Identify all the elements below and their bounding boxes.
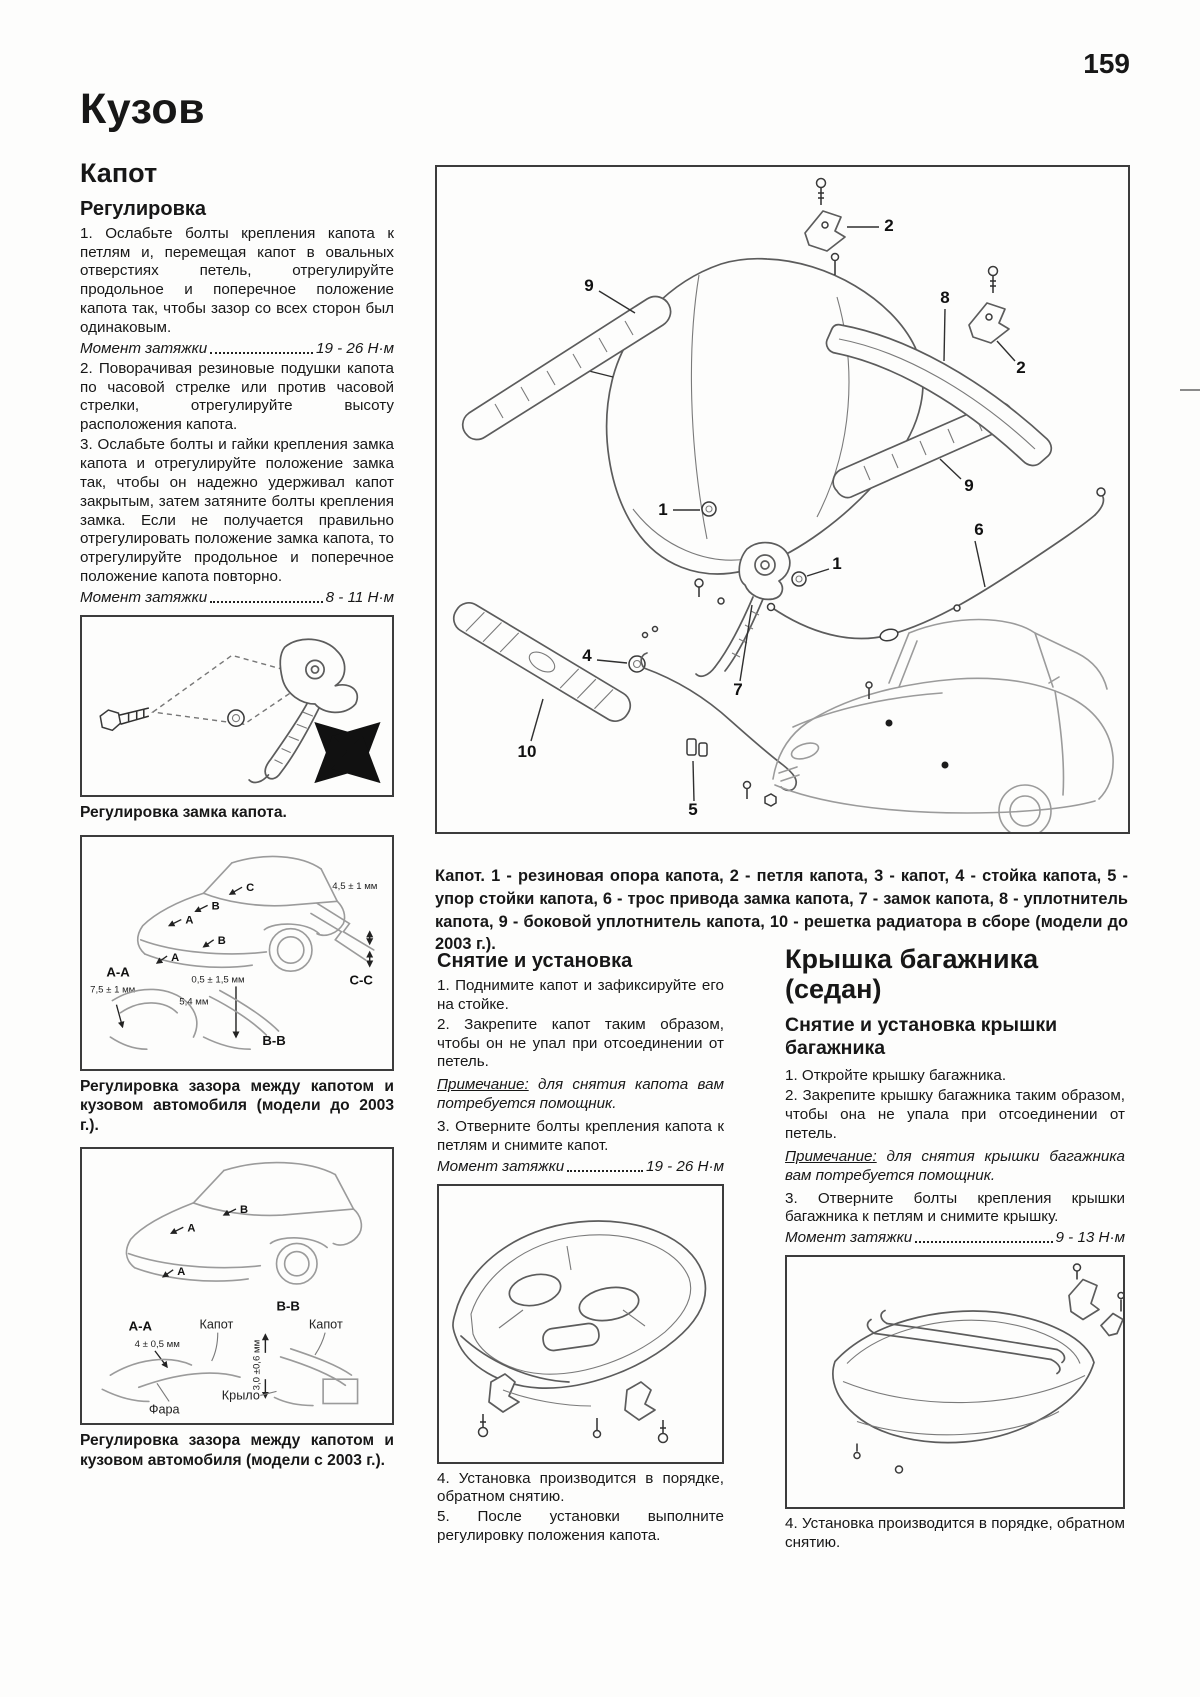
figure-caption-hood-exploded: Капот. 1 - резиновая опора капота, 2 - петля капота, 3 - капот, 4 - стойка капота, 5 - упор стойки капота, 6 - трос привода замка капота, 7 - замок капота, 8 - уплотнитель капота, 9 - боковой уплотнитель капота, 10 - решетка радиатора в сборе (модели до 2003 г.). [435, 867, 1128, 954]
chapter-title: Кузов [80, 85, 206, 133]
hood-lock-drawing [82, 617, 392, 795]
label-fender: Крыло [221, 1388, 260, 1403]
callout-10: 10 [517, 742, 537, 761]
trunk-lid-drawing [787, 1257, 1123, 1507]
pointer-a: A [185, 914, 194, 927]
callout-2: 2 [884, 216, 894, 235]
removal-step-5: 5. После установки выполните регулировку положения капота. [437, 1508, 724, 1545]
dim-b1: 0,5 ± 1,5 мм [191, 973, 245, 985]
page-number: 159 [1083, 48, 1130, 79]
callout-5: 5 [688, 800, 698, 819]
adjust-step-1: 1. Ослабьте болты крепления капота к петлям и, перемещая капот в овальных отверстиях петель, отрегулируйте продольное и поперечное положение капота так, чтобы зазор со всех сторон был одинаковым. [80, 224, 394, 336]
callout-4: 4 [582, 646, 592, 665]
section-aa: A-A [106, 963, 130, 979]
pointer-a: A [187, 1222, 196, 1235]
figure-gap-adjustment-2003 [80, 1147, 394, 1425]
removal-heading: Снятие и установка [437, 950, 633, 972]
trunk-heading: Крышка багажника (седан) [785, 944, 1039, 1005]
callout-8: 8 [940, 288, 950, 307]
callout-2b: 2 [1016, 358, 1026, 377]
callout-6: 6 [974, 520, 984, 539]
gap-2003-drawing [82, 1149, 392, 1423]
section-cc: C-C [349, 971, 373, 987]
trunk-subheading: Снятие и установка крышки багажника [785, 1014, 1058, 1060]
trunk-step-2: 2. Закрепите крышку багажника таким образом, чтобы она не упала при отсоединении от петель. [785, 1087, 1125, 1142]
dim-a: 4 ± 0,5 мм [134, 1339, 180, 1351]
trunk-torque: Момент затяжки 9 - 13 Н·м [785, 1229, 1125, 1247]
pointer-c: C [246, 881, 255, 894]
pointer-a2: A [177, 1266, 186, 1279]
figure-caption-gap-2003: Регулировка зазора между капотом и кузовом автомобиля (модели с 2003 г.). [80, 1432, 394, 1470]
label-hood: Капот [199, 1317, 234, 1332]
figure-trunk-lid [785, 1255, 1125, 1509]
hood-removal-drawing [439, 1186, 722, 1458]
callout-9b: 9 [964, 476, 974, 495]
figure-gap-adjustment-pre2003 [80, 835, 394, 1071]
left-column [80, 85, 394, 1483]
removal-step-2: 2. Закрепите капот таким образом, чтобы он не упал при отсоединении от петель. [437, 1015, 724, 1071]
hood-exploded-drawing [437, 167, 1128, 832]
callout-1b: 1 [832, 554, 842, 573]
gap-pre2003-drawing [82, 837, 392, 1069]
pointer-a2: A [171, 951, 180, 964]
right-column [785, 944, 1125, 1553]
dotted-leader [567, 1170, 643, 1172]
edge-mark [1180, 389, 1200, 391]
torque-line-1: Момент затяжки 19 - 26 Н·м [80, 339, 394, 357]
removal-note: Примечание: для снятия капота вам потребуется помощник. [437, 1076, 724, 1113]
dim-cc: 4,5 ± 1 мм [332, 880, 378, 892]
removal-torque: Момент затяжки 19 - 26 Н·м [437, 1157, 724, 1175]
adjust-step-3: 3. Ослабьте болты и гайки крепления замка капота и отрегулируйте положение замка так, чтобы он надежно удерживал капот закрытым, затем затяните болты крепления замка. Если не получается правильно отрегулировать положение замка капота, то отрегулируйте продольное и поперечное положение капота повторно. [80, 436, 394, 586]
figure-caption-hood-lock: Регулировка замка капота. [80, 803, 287, 821]
removal-step-4: 4. Установка производится в порядке, обратном снятию. [437, 1469, 724, 1506]
dim-aa: 7,5 ± 1 мм [90, 984, 136, 996]
torque-line-2: Момент затяжки 8 - 11 Н·м [80, 588, 394, 606]
trunk-step-4: 4. Установка производится в порядке, обратном снятию. [785, 1515, 1125, 1552]
hood-heading: Капот [80, 158, 158, 188]
figure-hood-exploded [435, 165, 1130, 834]
figure-caption-gap-pre2003: Регулировка зазора между капотом и кузовом автомобиля (модели до 2003 г.). [80, 1077, 394, 1134]
pointer-b2: B [217, 934, 226, 947]
callout-9: 9 [584, 276, 594, 295]
removal-step-3: 3. Отверните болты крепления капота к петлям и снимите капот. [437, 1117, 724, 1154]
dotted-leader [210, 601, 322, 603]
middle-column [437, 950, 724, 1546]
pointer-b: B [240, 1204, 249, 1217]
callout-7: 7 [733, 680, 743, 699]
figure-hood-removal [437, 1184, 724, 1464]
label-headlight: Фара [148, 1403, 180, 1418]
dotted-leader [915, 1241, 1052, 1243]
section-bb: B-B [276, 1298, 300, 1314]
callout-1: 1 [658, 500, 668, 519]
trunk-step-3: 3. Отверните болты крепления крышки багажника к петлям и снимите крышку. [785, 1189, 1125, 1226]
section-bb: B-B [262, 1032, 286, 1048]
label-hood-2: Капот [308, 1317, 343, 1332]
pointer-b: B [211, 899, 220, 912]
trunk-step-1: 1. Откройте крышку багажника. [785, 1067, 1007, 1085]
figure-hood-lock-adjustment [80, 615, 394, 797]
adjust-step-2: 2. Поворачивая резиновые подушки капота по часовой стрелке или против часовой стрелки, отрегулируйте высоту расположения капота. [80, 359, 394, 434]
section-aa: A-A [128, 1319, 152, 1335]
dim-b2: 5,4 мм [179, 996, 209, 1008]
dotted-leader [210, 352, 313, 354]
trunk-note: Примечание: для снятия крышки багажника вам потребуется помощник. [785, 1147, 1125, 1184]
removal-step-1: 1. Поднимите капот и зафиксируйте его на стойке. [437, 977, 724, 1013]
dim-b: 3,0 ±0,6 мм [251, 1340, 263, 1391]
adjustment-heading: Регулировка [80, 197, 207, 220]
